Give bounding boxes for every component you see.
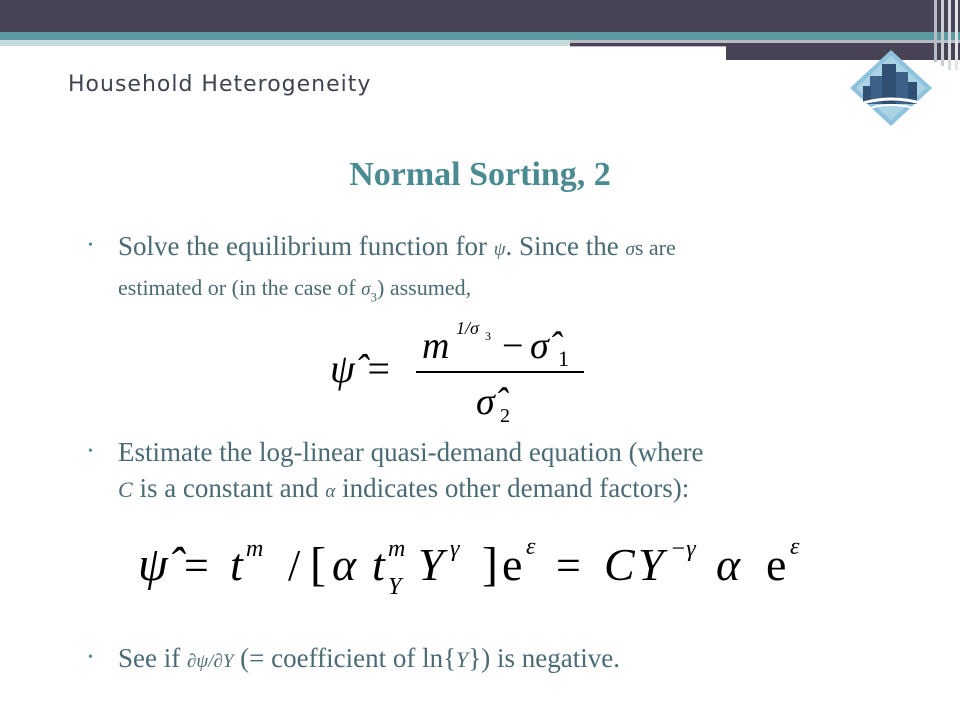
eq1-den-sub: 2: [500, 405, 510, 427]
eq2-equals-1: =: [184, 541, 209, 590]
eq2-alpha2: α: [716, 539, 741, 590]
eq2-e: e: [502, 539, 523, 590]
bullet-1-mid: . Since the: [505, 231, 626, 261]
teal-stripe: [0, 32, 960, 40]
sigma-symbol: σ: [625, 239, 635, 260]
alpha-symbol: α: [325, 481, 336, 502]
eq2-slash: /: [288, 541, 301, 590]
eq2-left-bracket: [: [310, 538, 326, 591]
bullet-1-lead: Solve the equilibrium function for: [118, 231, 494, 261]
light-stripe: [0, 40, 570, 46]
bullet-3-tail: }) is negative.: [468, 643, 620, 673]
eq1-lhs: ψ̂ =: [330, 346, 392, 391]
bullet-2-text: [118, 434, 898, 510]
eq2-m-exp: m: [246, 536, 264, 562]
psi-symbol: ψ: [493, 239, 506, 260]
eq2-right-bracket: ]: [482, 538, 498, 591]
eq2-neg-gamma-exp: −γ: [670, 536, 696, 562]
bullet-2-tail: indicates other demand factors):: [335, 473, 690, 503]
gray-stripe: [570, 40, 960, 43]
bullet-1-text: [118, 228, 898, 315]
buildings-logo-icon: [846, 48, 936, 128]
bullet-2-line1: Estimate the log-linear quasi-demand equation (where: [118, 437, 704, 467]
eq1-num-sub: 1: [558, 346, 569, 371]
section-subtitle: Household Heterogeneity: [68, 72, 372, 97]
eq2-gamma-exp: γ: [450, 536, 460, 562]
sigma3-symbol: σ: [361, 279, 371, 300]
eq2-t: t: [230, 539, 243, 590]
bullet-marker-2: •: [88, 444, 93, 459]
eq1-num-sigma: σ̂: [530, 325, 549, 367]
eq2-y2: Y: [638, 539, 664, 590]
y-symbol: Y: [456, 647, 469, 672]
eq2-e2: e: [766, 539, 787, 590]
eq2-t2: t: [372, 539, 385, 590]
eq2-alpha: α: [332, 539, 357, 590]
partial-derivative: ∂ψ/∂Y: [186, 651, 234, 672]
bullet-3-mid: (= coefficient of ln{: [233, 643, 457, 673]
bullet-2-mid: is a constant and: [132, 473, 326, 503]
eq1-num-exp: 1/σ: [456, 318, 479, 338]
eq2-y-sub: Y: [388, 574, 402, 600]
bullet-1-line2b: ) assumed,: [377, 275, 472, 300]
bullet-3-lead: See if: [118, 643, 187, 673]
eq2-c: C: [604, 539, 635, 590]
bullet-marker-1: •: [88, 238, 93, 253]
eq2-epsilon2-exp: ε: [790, 534, 800, 560]
bullet-1-tail: s are: [634, 235, 676, 260]
top-bar: [0, 0, 960, 32]
eq1-num-m: m: [422, 325, 450, 367]
bullet-1-line2a: estimated or (in the case of: [118, 275, 362, 300]
eq2-psi-hat: ψ̂: [138, 538, 168, 591]
eq2-equals-2: =: [556, 541, 581, 590]
eq2-m2-exp: m: [388, 536, 406, 562]
eq2-epsilon-exp: ε: [526, 534, 536, 560]
eq1-den-sigma: σ̂: [476, 381, 495, 423]
bullet-marker-3: •: [88, 650, 93, 665]
equation-psi-hat: [330, 310, 600, 430]
c-symbol: C: [118, 477, 133, 502]
sigma3-subscript: 3: [370, 289, 378, 305]
eq1-num-exp-sub: 3: [485, 329, 491, 343]
slide-title: Normal Sorting, 2: [349, 156, 611, 193]
eq1-num-minus: −: [502, 325, 524, 367]
eq2-y: Y: [418, 539, 444, 590]
bullet-3-text: [118, 640, 898, 680]
equation-quasi-demand: [138, 528, 828, 605]
